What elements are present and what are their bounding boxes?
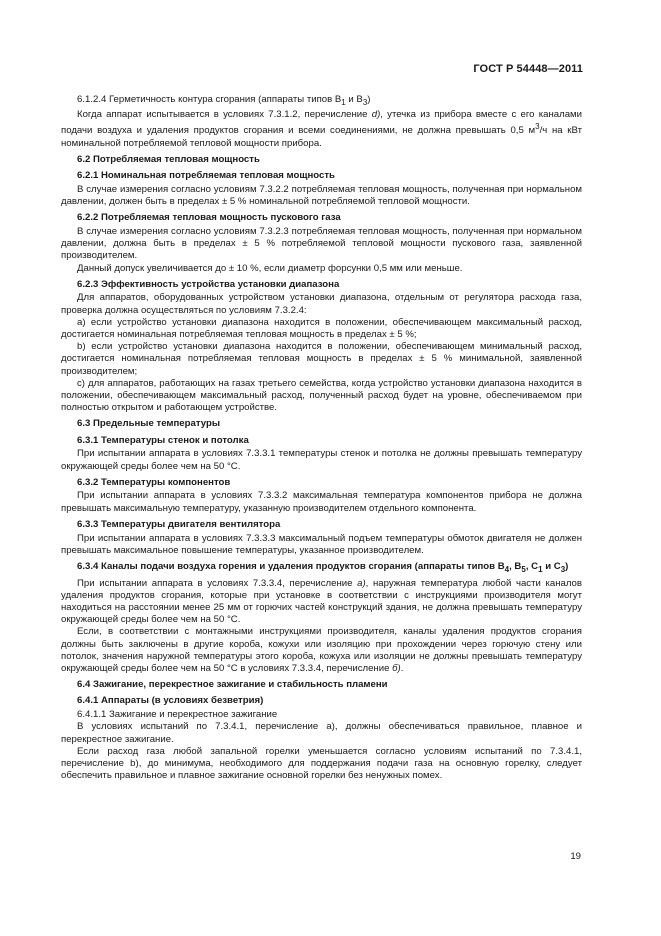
clause-6-1-2-4-title: 6.1.2.4 Герметичность контура сгорания (аппараты типов $B_1$ и $B_3$)	[77, 94, 371, 107]
section-6-4-heading: 6.4 Зажигание, перекрестное зажигание и стабильность пламени	[77, 679, 388, 691]
clause-6-3-1-heading: 6.3.1 Температуры стенок и потолка	[77, 434, 249, 446]
clause-6-2-2-heading: 6.2.2 Потребляемая тепловая мощность пускового газа	[77, 212, 341, 224]
clause-6-2-3-item-c: c) для аппаратов, работающих на газах третьего семейства, когда устройство установки диапазона находится в положении, обеспечивающем максимальный расход, полученный расход будет на уровне, обеспечиваемом при полностью открытом и работающем устройстве.	[61, 377, 582, 414]
clause-6-2-2-p1: В случае измерения согласно условиям 7.3.2.3 потребляемая тепловая мощность, полученная при нормальном давлении, должна быть в пределах ± 5 % потребляемой тепловой мощности пускового газа, заявленной производителем.	[61, 225, 582, 262]
clause-6-4-1-1-p2: Если расход газа любой запальной горелки уменьшается согласно условиям испытаний по 7.3.4.1, перечисление b), до минимума, необходимого для поддержания подачи газа на основную горелку, следует обеспечить правильное и плавное зажигание основной горелки без ненужных помех.	[61, 745, 582, 782]
clause-6-2-1-p1: В случае измерения согласно условиям 7.3.2.2 потребляемая тепловая мощность, полученная при нормальном давлении, должен быть в пределах ± 5 % номинальной потребляемой тепловой мощности.	[61, 183, 582, 208]
document-body	[61, 94, 582, 782]
clause-6-2-3-heading: 6.2.3 Эффективность устройства установки диапазона	[77, 278, 340, 290]
clause-6-3-2-heading: 6.3.2 Температуры компонентов	[77, 476, 231, 488]
clause-6-4-1-heading: 6.4.1 Аппараты (в условиях безветрия)	[77, 695, 264, 707]
clause-6-3-4-heading: 6.3.4 Каналы подачи воздуха горения и удаления продуктов сгорания (аппараты типов $B_4$, $B_5$, $C_1$ и $C_3$)	[77, 561, 569, 574]
section-6-2-heading: 6.2 Потребляемая тепловая мощность	[77, 153, 260, 165]
clause-6-4-1-1-title: 6.4.1.1 Зажигание и перекрестное зажигание	[77, 709, 278, 721]
clause-6-3-4-p2: Если, в соответствии с монтажными инструкциями производителя, каналы удаления продуктов сгорания должны быть заключены в другие короба, кожухи или изоляцию при прохождении через горючую стену или потолок, значения наружной температуры этого короба, кожуха или изоляции не должны превышать температуру окружающей среды более чем на 50 °С в условиях 7.3.3.4, перечисление б).	[61, 626, 582, 675]
clause-6-2-3-item-a: a) если устройство установки диапазона находится в положении, обеспечивающем максимальный расход, достигается номинальная потребляемая тепловая мощность в пределах ± 5 %;	[61, 316, 582, 341]
clause-6-2-2-p2: Данный допуск увеличивается до ± 10 %, если диаметр форсунки 0,5 мм или меньше.	[77, 262, 463, 274]
clause-6-2-1-heading: 6.2.1 Номинальная потребляемая тепловая мощность	[77, 170, 335, 182]
clause-6-3-1-p1: При испытании аппарата в условиях 7.3.3.1 температуры стенок и потолка не должны превышать температуру окружающей среды более чем на 50 °С.	[61, 448, 582, 472]
clause-6-3-3-p1: При испытании аппарата в условиях 7.3.3.3 максимальный подъем температуры обмоток двигателя не должен превышать максимальное повышение температуры, указанное производителем.	[61, 532, 582, 556]
clause-6-2-3-item-b: b) если устройство установки диапазона находится в положении, обеспечивающем минимальный расход, достигается номинальная потребляемая тепловая мощность в пределах ± 5 % минимальной, заявленной производителем;	[61, 341, 582, 377]
clause-6-3-2-p1: При испытании аппарата в условиях 7.3.3.2 максимальная температура компонентов прибора не должна превышать максимальную температуру, указанную производителем отдельного компонента.	[61, 490, 582, 514]
clause-6-3-4-p1: При испытании аппарата в условиях 7.3.3.4, перечисление a), наружная температура любой части каналов удаления продуктов сгорания, которые при установке в соответствии с инструкциями производителя могут находиться на расстоянии менее 25 мм от горючих частей конструкций здания, не должна превышать температуру окружающей среды более чем на 50 °С.	[61, 577, 582, 626]
section-6-3-heading: 6.3 Предельные температуры	[77, 418, 221, 430]
clause-6-1-2-4-body: Когда аппарат испытывается в условиях 7.3.1.2, перечисление d), утечка из прибора вместе с его каналами подачи воздуха и удаления продуктов сгорания и всеми соединениями, не должна превышать 0,5 $м^3/ч$ на кВт номинальной потребляемой тепловой мощности прибора.	[61, 109, 582, 149]
clause-6-4-1-1-p1: В условиях испытаний по 7.3.4.1, перечисление a), должны обеспечиваться правильное, плавное и перекрестное зажигание.	[61, 721, 582, 745]
document-header: ГОСТ Р 54448—2011	[473, 63, 583, 75]
page-number: 19	[570, 851, 581, 862]
clause-6-2-3-p1: Для аппаратов, оборудованных устройством установки диапазона, отдельным от регулятора расхода газа, проверка должна осуществляться по условиям 7.3.2.4:	[61, 292, 582, 316]
clause-6-3-3-heading: 6.3.3 Температуры двигателя вентилятора	[77, 518, 281, 530]
